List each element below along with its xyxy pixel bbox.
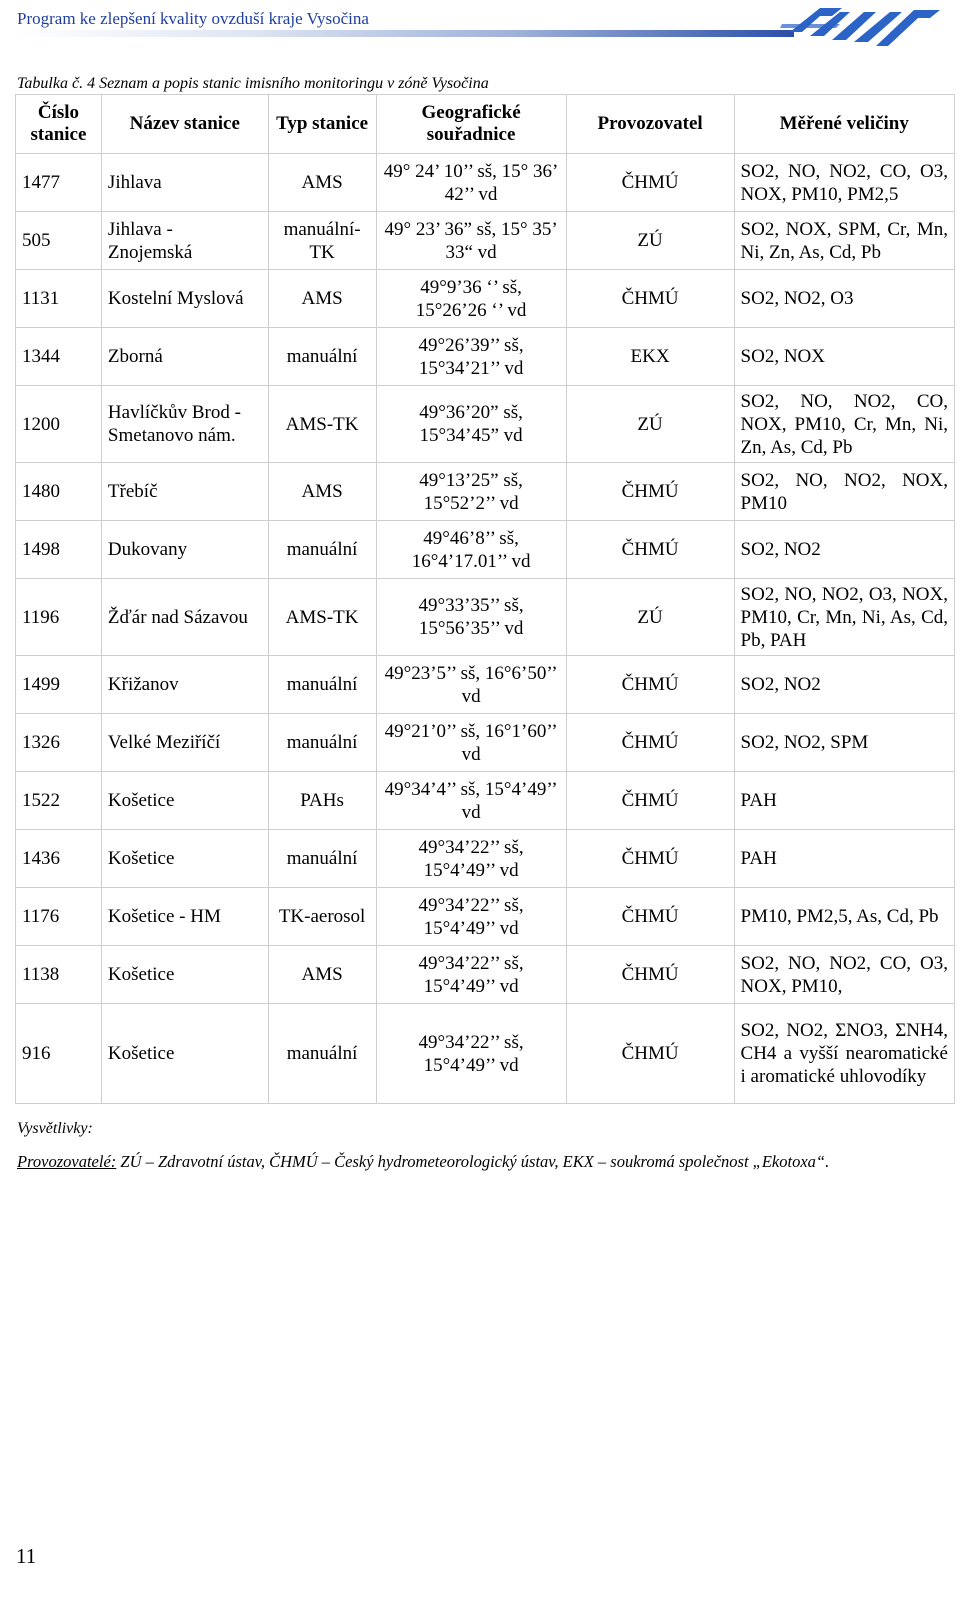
table-row — [16, 714, 955, 772]
table-caption: Tabulka č. 4 Seznam a popis stanic imisního monitoringu v zóně Vysočina — [17, 75, 489, 92]
cell-geo: 49°21’0’’ sš, 16°1’60’’ vd — [376, 714, 566, 772]
header-title: Program ke zlepšení kvality ovzduší kraje Vysočina — [17, 9, 369, 28]
header-cell-number: Číslo stanice — [16, 95, 102, 154]
cell-name: Košetice — [101, 772, 268, 830]
cell-type: TK-aerosol — [268, 888, 376, 946]
cell-number: 1480 — [16, 463, 102, 521]
cell-operator: ČHMÚ — [566, 521, 734, 579]
cell-type: manuální — [268, 521, 376, 579]
cell-operator: ČHMÚ — [566, 656, 734, 714]
cell-operator: EKX — [566, 328, 734, 386]
cell-type: AMS — [268, 463, 376, 521]
cell-geo: 49°13’25” sš, 15°52’2’’ vd — [376, 463, 566, 521]
cell-geo: 49°34’22’’ sš, 15°4’49’’ vd — [376, 1004, 566, 1104]
cell-name: Košetice — [101, 830, 268, 888]
cell-measured: SO2, NO, NO2, CO, O3, NOX, PM10, PM2,5 — [734, 154, 954, 212]
cell-measured: SO2, NO2 — [734, 521, 954, 579]
cell-type: AMS — [268, 270, 376, 328]
cell-measured: SO2, NO2, O3 — [734, 270, 954, 328]
cell-measured: SO2, NO2, ΣNO3, ΣNH4, CH4 a vyšší nearomatické i aromatické uhlovodíky — [734, 1004, 954, 1104]
cell-type: manuální — [268, 1004, 376, 1104]
table-row — [16, 579, 955, 656]
table-row — [16, 328, 955, 386]
cell-geo: 49° 23’ 36” sš, 15° 35’ 33“ vd — [376, 212, 566, 270]
table-row — [16, 830, 955, 888]
cell-operator: ČHMÚ — [566, 714, 734, 772]
providers-text: ZÚ – Zdravotní ústav, ČHMÚ – Český hydrometeorologický ústav, EKX – soukromá společnost „Ekotoxa“. — [116, 1152, 830, 1171]
cell-type: manuální — [268, 830, 376, 888]
table-header-row — [16, 95, 955, 154]
stations-table — [15, 94, 955, 1104]
table-row — [16, 888, 955, 946]
cell-measured: PM10, PM2,5, As, Cd, Pb — [734, 888, 954, 946]
cell-operator: ČHMÚ — [566, 946, 734, 1004]
cell-type: PAHs — [268, 772, 376, 830]
cell-operator: ČHMÚ — [566, 772, 734, 830]
cell-measured: PAH — [734, 830, 954, 888]
cell-operator: ČHMÚ — [566, 830, 734, 888]
table-row — [16, 946, 955, 1004]
cell-geo: 49°34’22’’ sš, 15°4’49’’ vd — [376, 888, 566, 946]
table-row — [16, 154, 955, 212]
cell-number: 1499 — [16, 656, 102, 714]
header-cell-measured: Měřené veličiny — [734, 95, 954, 154]
logo-icon — [780, 2, 950, 50]
cell-number: 1436 — [16, 830, 102, 888]
cell-name: Křižanov — [101, 656, 268, 714]
table-row — [16, 212, 955, 270]
cell-number: 1344 — [16, 328, 102, 386]
table-row — [16, 772, 955, 830]
cell-type: manuální — [268, 714, 376, 772]
page-number: 11 — [16, 1544, 37, 1568]
cell-name: Košetice — [101, 946, 268, 1004]
cell-measured: SO2, NO, NO2, O3, NOX, PM10, Cr, Mn, Ni, As, Cd, Pb, PAH — [734, 579, 954, 656]
cell-measured: SO2, NO2 — [734, 656, 954, 714]
header-cell-geo: Geografické souřadnice — [376, 95, 566, 154]
cell-measured: SO2, NOX — [734, 328, 954, 386]
cell-measured: PAH — [734, 772, 954, 830]
cell-number: 1522 — [16, 772, 102, 830]
cell-operator: ČHMÚ — [566, 270, 734, 328]
table-row — [16, 1004, 955, 1104]
cell-name: Jihlava - Znojemská — [101, 212, 268, 270]
cell-geo: 49°34’22’’ sš, 15°4’49’’ vd — [376, 946, 566, 1004]
page-header — [0, 0, 960, 50]
cell-number: 1498 — [16, 521, 102, 579]
cell-operator: ZÚ — [566, 212, 734, 270]
cell-geo: 49°9’36 ‘’ sš, 15°26’26 ‘’ vd — [376, 270, 566, 328]
header-cell-type: Typ stanice — [268, 95, 376, 154]
cell-type: manuální — [268, 328, 376, 386]
cell-type: AMS-TK — [268, 386, 376, 463]
cell-operator: ČHMÚ — [566, 463, 734, 521]
cell-name: Žďár nad Sázavou — [101, 579, 268, 656]
table-row — [16, 270, 955, 328]
cell-geo: 49° 24’ 10’’ sš, 15° 36’ 42’’ vd — [376, 154, 566, 212]
cell-type: AMS — [268, 154, 376, 212]
cell-number: 1326 — [16, 714, 102, 772]
cell-geo: 49°34’22’’ sš, 15°4’49’’ vd — [376, 830, 566, 888]
cell-measured: SO2, NO, NO2, NOX, PM10 — [734, 463, 954, 521]
cell-operator: ČHMÚ — [566, 154, 734, 212]
providers-note — [17, 1152, 829, 1172]
cell-number: 1196 — [16, 579, 102, 656]
cell-number: 505 — [16, 212, 102, 270]
cell-number: 1131 — [16, 270, 102, 328]
cell-geo: 49°23’5’’ sš, 16°6’50’’ vd — [376, 656, 566, 714]
cell-operator: ZÚ — [566, 579, 734, 656]
cell-type: manuální — [268, 656, 376, 714]
cell-number: 1200 — [16, 386, 102, 463]
cell-geo: 49°46’8’’ sš, 16°4’17.01’’ vd — [376, 521, 566, 579]
table-row — [16, 656, 955, 714]
cell-name: Velké Meziříčí — [101, 714, 268, 772]
table-row — [16, 521, 955, 579]
cell-name: Košetice - HM — [101, 888, 268, 946]
cell-type: manuální-TK — [268, 212, 376, 270]
cell-name: Jihlava — [101, 154, 268, 212]
cell-geo: 49°36’20” sš, 15°34’45” vd — [376, 386, 566, 463]
cell-number: 1477 — [16, 154, 102, 212]
cell-number: 1138 — [16, 946, 102, 1004]
cell-name: Třebíč — [101, 463, 268, 521]
explanations-label: Vysvětlivky: — [17, 1120, 93, 1137]
cell-measured: SO2, NO2, SPM — [734, 714, 954, 772]
header-cell-name: Název stanice — [101, 95, 268, 154]
cell-type: AMS-TK — [268, 579, 376, 656]
cell-name: Havlíčkův Brod - Smetanovo nám. — [101, 386, 268, 463]
header-decor-bar — [14, 30, 794, 37]
cell-type: AMS — [268, 946, 376, 1004]
cell-measured: SO2, NOX, SPM, Cr, Mn, Ni, Zn, As, Cd, Pb — [734, 212, 954, 270]
cell-geo: 49°33’35’’ sš, 15°56’35’’ vd — [376, 579, 566, 656]
cell-operator: ZÚ — [566, 386, 734, 463]
cell-name: Dukovany — [101, 521, 268, 579]
table-row — [16, 386, 955, 463]
header-cell-operator: Provozovatel — [566, 95, 734, 154]
cell-measured: SO2, NO, NO2, CO, NOX, PM10, Cr, Mn, Ni, Zn, As, Cd, Pb — [734, 386, 954, 463]
cell-operator: ČHMÚ — [566, 1004, 734, 1104]
cell-name: Košetice — [101, 1004, 268, 1104]
cell-number: 916 — [16, 1004, 102, 1104]
cell-geo: 49°26’39’’ sš, 15°34’21’’ vd — [376, 328, 566, 386]
table-row — [16, 463, 955, 521]
cell-measured: SO2, NO, NO2, CO, O3, NOX, PM10, — [734, 946, 954, 1004]
cell-operator: ČHMÚ — [566, 888, 734, 946]
cell-name: Kostelní Myslová — [101, 270, 268, 328]
cell-number: 1176 — [16, 888, 102, 946]
cell-geo: 49°34’4’’ sš, 15°4’49’’ vd — [376, 772, 566, 830]
providers-label: Provozovatelé: — [17, 1152, 117, 1171]
table-body — [16, 154, 955, 1104]
cell-name: Zborná — [101, 328, 268, 386]
